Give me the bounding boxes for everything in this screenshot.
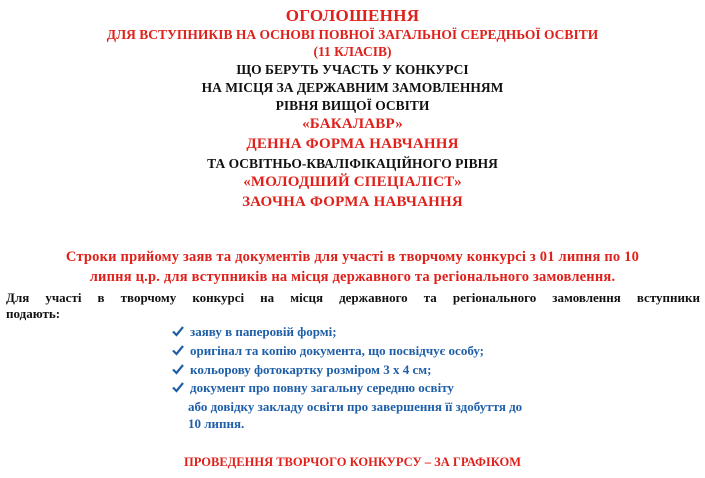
deadlines-line-2: липня ц.р. для вступників на місця державного та регіонального замовлення. [89, 269, 616, 285]
footer-notice: ПРОВЕДЕННЯ ТВОРЧОГО КОНКУРСУ – ЗА ГРАФІКОМ [184, 455, 521, 469]
list-item-text: заяву в паперовій формі; [190, 324, 337, 339]
header-line-6: «БАКАЛАВР» [302, 116, 403, 132]
header-line-4: НА МІСЦЯ ЗА ДЕРЖАВНИМ ЗАМОВЛЕННЯМ [201, 80, 504, 95]
list-item [172, 324, 337, 340]
header-line-9: «МОЛОДШИЙ СПЕЦІАЛІСТ» [243, 174, 462, 190]
list-item-text: кольорову фотокартку розміром 3 х 4 см; [190, 362, 432, 377]
header-line-2: (11 КЛАСІВ) [313, 44, 392, 59]
list-item-continuation-2: 10 липня. [188, 416, 245, 431]
header-line-3: ЩО БЕРУТЬ УЧАСТЬ У КОНКУРСІ [236, 62, 469, 77]
checkmark-icon [172, 380, 186, 396]
deadlines-line-1: Строки прийому заяв та документів для участі в творчому конкурсі з 01 липня по 10 [65, 249, 640, 265]
header-line-8: ТА ОСВІТНЬО-КВАЛІФІКАЦІЙНОГО РІВНЯ [207, 156, 498, 171]
list-item-text: оригінал та копію документа, що посвідчує особу; [190, 343, 484, 358]
intro-line-2: подають: [6, 306, 61, 321]
header-line-1: ДЛЯ ВСТУПНИКІВ НА ОСНОВІ ПОВНОЇ ЗАГАЛЬНОЇ СЕРЕДНЬОЇ ОСВІТИ [106, 27, 599, 42]
list-item [172, 343, 484, 359]
list-item [172, 380, 454, 396]
header-line-5: РІВНЯ ВИЩОЇ ОСВІТИ [275, 98, 430, 113]
checkmark-icon [172, 324, 186, 340]
intro-line-1: Для участі в творчому конкурсі на місця державного та регіонального замовлення вступники [6, 290, 700, 305]
header-line-10: ЗАОЧНА ФОРМА НАВЧАННЯ [242, 194, 463, 210]
list-item [172, 362, 431, 378]
checkmark-icon [172, 343, 186, 359]
page-title: ОГОЛОШЕННЯ [285, 6, 420, 25]
checkmark-icon [172, 362, 186, 378]
header-line-7: ДЕННА ФОРМА НАВЧАННЯ [246, 136, 459, 152]
list-item-continuation-1: або довідку закладу освіти про завершення її здобуття до [188, 399, 523, 414]
list-item-text: документ про повну загальну середню освіту [190, 380, 454, 395]
